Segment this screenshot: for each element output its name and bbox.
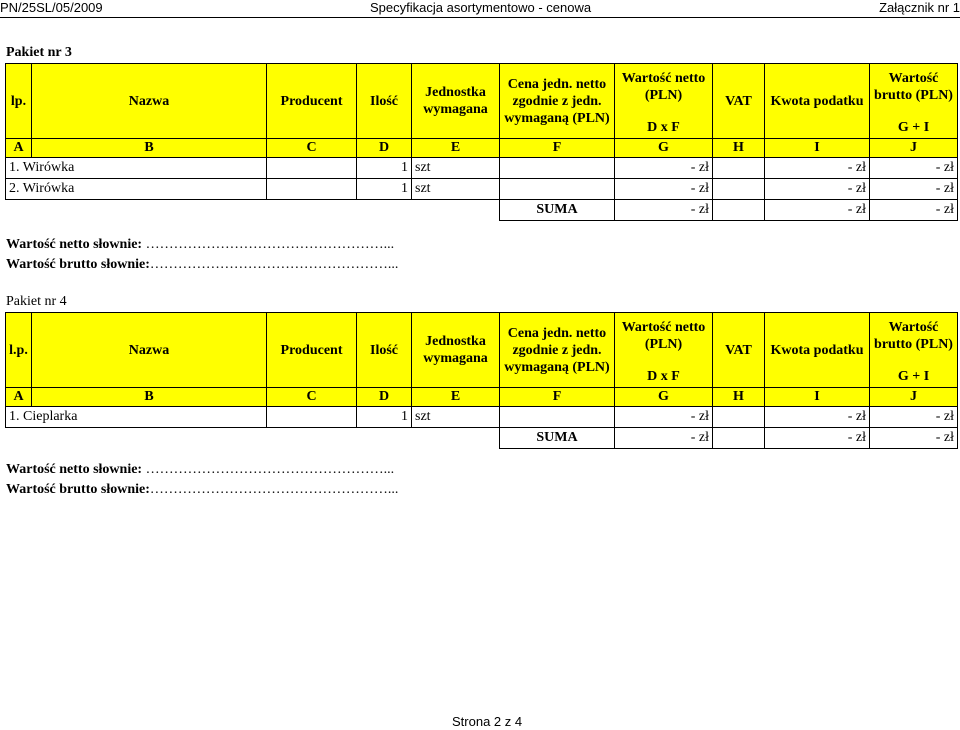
package-4-title: Pakiet nr 4 bbox=[6, 294, 67, 309]
item-tax: - zł bbox=[765, 407, 870, 428]
item-net-value: - zł bbox=[615, 158, 713, 179]
item-name-cell: 2. Wirówka bbox=[6, 179, 267, 200]
col-producent: Producent bbox=[267, 64, 357, 139]
col-ilosc: Ilość bbox=[357, 313, 412, 388]
col-kwota: Kwota podatku bbox=[765, 64, 870, 139]
item-unit: szt bbox=[412, 407, 500, 428]
item-quantity: 1 bbox=[357, 179, 412, 200]
sum-gross: - zł bbox=[870, 200, 958, 221]
item-gross: - zł bbox=[870, 179, 958, 200]
col-kwota: Kwota podatku bbox=[765, 313, 870, 388]
item-net-value: - zł bbox=[615, 407, 713, 428]
sum-row bbox=[6, 200, 958, 221]
col-nazwa: Nazwa bbox=[32, 64, 267, 139]
package-3-title: Pakiet nr 3 bbox=[6, 45, 72, 60]
document-title: Specyfikacja asortymentowo - cenowa bbox=[370, 0, 592, 15]
letter-d: D bbox=[357, 388, 412, 407]
page-header bbox=[0, 0, 960, 16]
sum-net-value: - zł bbox=[615, 200, 713, 221]
letter-g: G bbox=[615, 139, 713, 158]
letter-i: I bbox=[765, 388, 870, 407]
letter-h: H bbox=[713, 139, 765, 158]
page-number: Strona 2 z 4 bbox=[452, 714, 523, 729]
letter-e: E bbox=[412, 139, 500, 158]
column-letter-row bbox=[6, 388, 958, 407]
item-gross: - zł bbox=[870, 158, 958, 179]
item-unit: szt bbox=[412, 179, 500, 200]
col-cena: Cena jedn. netto zgodnie z jedn. wymaganą (PLN) bbox=[500, 313, 615, 388]
net-value-in-words: Wartość netto słownie: ……………………………………………... bbox=[6, 237, 395, 252]
item-gross: - zł bbox=[870, 407, 958, 428]
item-tax: - zł bbox=[765, 179, 870, 200]
sum-row bbox=[6, 428, 958, 449]
letter-j: J bbox=[870, 388, 958, 407]
letter-i: I bbox=[765, 139, 870, 158]
col-lp: lp. bbox=[6, 64, 32, 139]
col-producent: Producent bbox=[267, 313, 357, 388]
item-quantity: 1 bbox=[357, 158, 412, 179]
package-4-table bbox=[5, 312, 958, 449]
col-lp: l.p. bbox=[6, 313, 32, 388]
table-row bbox=[6, 179, 958, 200]
letter-c: C bbox=[267, 139, 357, 158]
col-wartosc-netto: Wartość netto (PLN) D x F bbox=[615, 64, 713, 139]
letter-b: B bbox=[32, 388, 267, 407]
letter-b: B bbox=[32, 139, 267, 158]
column-header-row bbox=[6, 313, 958, 388]
column-letter-row bbox=[6, 139, 958, 158]
table-row bbox=[6, 407, 958, 428]
package-3-table bbox=[5, 63, 958, 221]
letter-j: J bbox=[870, 139, 958, 158]
item-name-cell: 1. Cieplarka bbox=[6, 407, 267, 428]
net-value-in-words: Wartość netto słownie: ……………………………………………... bbox=[6, 462, 395, 477]
letter-c: C bbox=[267, 388, 357, 407]
letter-a: A bbox=[6, 388, 32, 407]
col-cena: Cena jedn. netto zgodnie z jedn. wymaganą (PLN) bbox=[500, 64, 615, 139]
item-net-value: - zł bbox=[615, 179, 713, 200]
sum-tax: - zł bbox=[765, 428, 870, 449]
sum-label: SUMA bbox=[500, 200, 615, 221]
item-unit: szt bbox=[412, 158, 500, 179]
column-header-row bbox=[6, 64, 958, 139]
item-name-cell: 1. Wirówka bbox=[6, 158, 267, 179]
gross-value-in-words: Wartość brutto słownie:……………………………………………... bbox=[6, 482, 399, 497]
letter-g: G bbox=[615, 388, 713, 407]
letter-d: D bbox=[357, 139, 412, 158]
letter-a: A bbox=[6, 139, 32, 158]
col-ilosc: Ilość bbox=[357, 64, 412, 139]
col-nazwa: Nazwa bbox=[32, 313, 267, 388]
document-number: PN/25SL/05/2009 bbox=[0, 0, 103, 15]
sum-label: SUMA bbox=[500, 428, 615, 449]
gross-value-in-words: Wartość brutto słownie:……………………………………………... bbox=[6, 257, 399, 272]
item-tax: - zł bbox=[765, 158, 870, 179]
col-jednostka: Jednostka wymagana bbox=[412, 64, 500, 139]
item-quantity: 1 bbox=[357, 407, 412, 428]
letter-f: F bbox=[500, 139, 615, 158]
col-brutto: Wartość brutto (PLN) G + I bbox=[870, 64, 958, 139]
table-row bbox=[6, 158, 958, 179]
letter-f: F bbox=[500, 388, 615, 407]
letter-h: H bbox=[713, 388, 765, 407]
letter-e: E bbox=[412, 388, 500, 407]
col-brutto: Wartość brutto (PLN) G + I bbox=[870, 313, 958, 388]
sum-net-value: - zł bbox=[615, 428, 713, 449]
col-vat: VAT bbox=[713, 64, 765, 139]
col-jednostka: Jednostka wymagana bbox=[412, 313, 500, 388]
col-vat: VAT bbox=[713, 313, 765, 388]
header-divider bbox=[0, 17, 960, 18]
sum-tax: - zł bbox=[765, 200, 870, 221]
sum-gross: - zł bbox=[870, 428, 958, 449]
attachment-label: Załącznik nr 1 bbox=[879, 0, 960, 15]
col-wartosc-netto: Wartość netto (PLN) D x F bbox=[615, 313, 713, 388]
